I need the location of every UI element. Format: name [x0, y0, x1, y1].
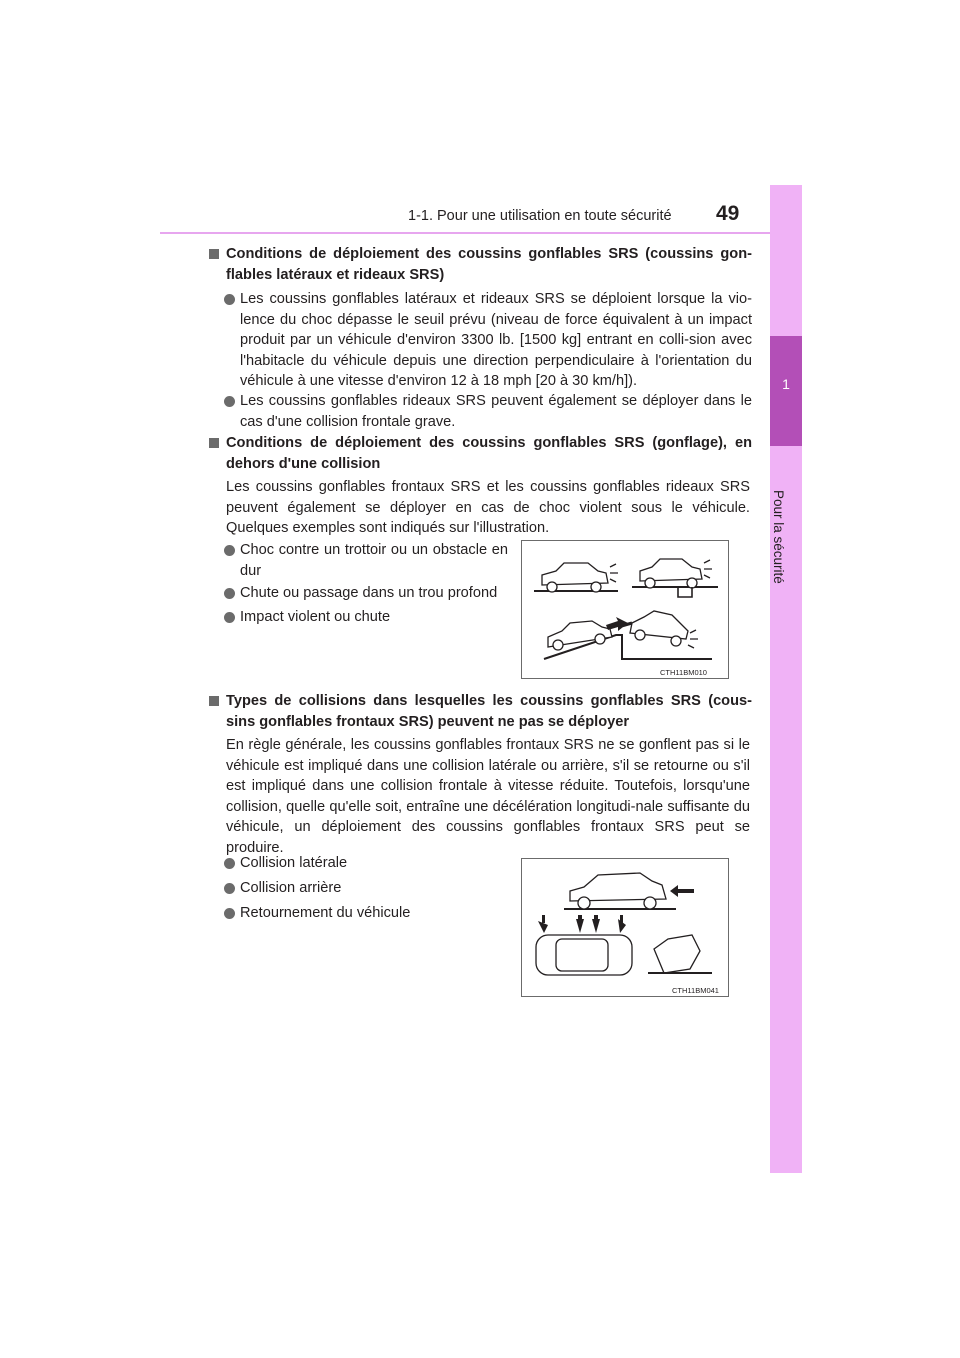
list-item: Choc contre un trottoir ou un obstacle en dur: [240, 540, 508, 581]
round-bullet-icon: [224, 612, 235, 623]
figure-label: CTH11BM041: [672, 986, 719, 995]
section-title: 1-1. Pour une utilisation en toute sécurité: [408, 208, 672, 224]
paragraph: Les coussins gonflables frontaux SRS et les coussins gonflables rideaux SRS peuvent également se déployer en cas de choc violent sous le véhicule. Quelques exemples sont indiqués sur l'illustration.: [226, 479, 750, 537]
list-item: Impact violent ou chute: [240, 607, 508, 628]
list-item: Chute ou passage dans un trou profond: [240, 583, 520, 604]
chapter-number: 1: [782, 376, 790, 392]
round-bullet-icon: [224, 545, 235, 556]
round-bullet-icon: [224, 294, 235, 305]
section-heading-text: Conditions de déploiement des coussins gonflables SRS (coussins gon-flables latéraux et rideaux SRS): [226, 246, 752, 283]
round-bullet-icon: [224, 588, 235, 599]
header-rule: [160, 232, 802, 234]
list-item: Collision arrière: [240, 878, 508, 899]
page-number: 49: [716, 202, 740, 225]
car-impact-illustration: [522, 541, 728, 678]
paragraph: En règle générale, les coussins gonflables frontaux SRS ne se gonflent pas si le véhicule est impliqué dans une collision latérale ou arrière, s'il se retourne ou s'il est impliqué dans une collision frontale à vitesse réduite. Toutefois, lorsqu'une collision, quelle qu'elle soit, entraîne une décélération longitudi-nale suffisante du véhicule, un déploiement des coussins gonflables frontaux SRS peut se produire.: [226, 737, 750, 856]
square-bullet-icon: [209, 249, 219, 259]
round-bullet-icon: [224, 396, 235, 407]
square-bullet-icon: [209, 696, 219, 706]
list-item: Les coussins gonflables latéraux et rideaux SRS se déploient lorsque la vio-lence du choc dépasse le seuil prévu (niveau de force équivalent à un impact produit par un véhicule d'environ 3300 lb. [1500 kg] entrant en colli-sion avec l'habitacle du véhicule depuis une direction perpendiculaire à l'orientation du véhicule à une vitesse d'environ 12 à 18 mph [20 à 30 km/h]).: [240, 289, 752, 392]
square-bullet-icon: [209, 438, 219, 448]
section-heading: [226, 433, 752, 474]
chapter-tab-strip: [770, 185, 802, 1173]
section-heading: [226, 244, 752, 285]
chapter-label: Pour la sécurité: [771, 490, 786, 584]
illustration-obstacle-impacts: [521, 540, 729, 679]
collision-types-illustration: [522, 859, 728, 996]
illustration-non-deploy-collisions: [521, 858, 729, 997]
round-bullet-icon: [224, 858, 235, 869]
list-item: Collision latérale: [240, 853, 508, 874]
round-bullet-icon: [224, 908, 235, 919]
section-heading-text: Types de collisions dans lesquelles les coussins gonflables SRS (cous-sins gonflables frontaux SRS) peuvent ne pas se déployer: [226, 693, 752, 730]
list-item: Retournement du véhicule: [240, 903, 508, 924]
list-item: Les coussins gonflables rideaux SRS peuvent également se déployer dans le cas d'une collision frontale grave.: [240, 391, 752, 432]
section-heading-text: Conditions de déploiement des coussins gonflables SRS (gonflage), en dehors d'une collision: [226, 435, 752, 472]
round-bullet-icon: [224, 883, 235, 894]
section-heading: [226, 691, 752, 732]
figure-label: CTH11BM010: [660, 668, 707, 677]
